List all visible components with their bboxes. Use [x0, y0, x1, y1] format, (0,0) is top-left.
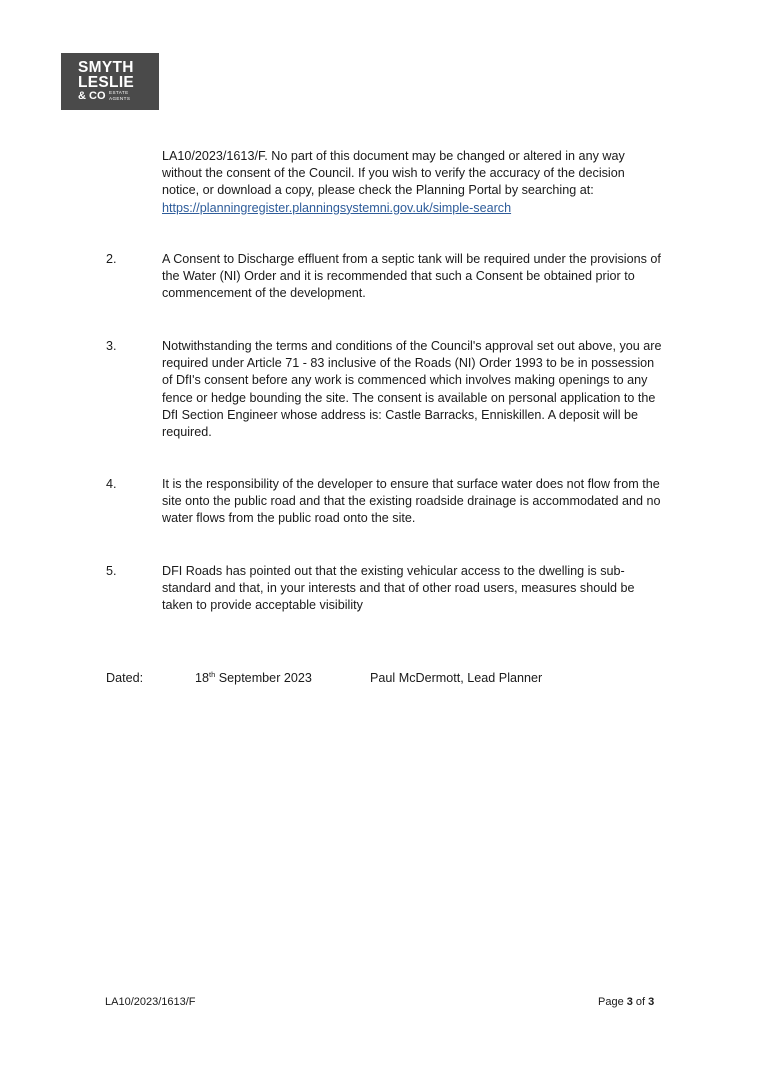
- dated-label: Dated:: [106, 671, 144, 685]
- item-number: 3.: [106, 339, 117, 353]
- page-number: Page 3 of 3: [598, 996, 655, 1008]
- item-number: 4.: [106, 477, 117, 491]
- footer-reference: LA10/2023/1613/F: [105, 996, 196, 1008]
- item-text-visibility: DFI Roads has pointed out that the existing vehicular access to the dwelling is sub-standard and that, in your interests and that of other road users, measures should be taken to provide acceptable visibility: [162, 564, 635, 613]
- logo-line-leslie: LESLIE: [78, 74, 135, 91]
- continuation-paragraph: [162, 148, 662, 217]
- item-number: 5.: [106, 564, 117, 578]
- logo-line-co: & CO: [78, 90, 106, 102]
- item-number: 2.: [106, 252, 117, 266]
- signatory-name: Paul McDermott, Lead Planner: [370, 671, 543, 685]
- item-text-surface-water: It is the responsibility of the developer to ensure that surface water does not flow from the site onto the public road and that the existing roadside drainage is accommodated and no water flows from the public road onto the site.: [162, 477, 661, 526]
- continuation-text: LA10/2023/1613/F. No part of this document may be changed or altered in any way without the consent of the Council. If you wish to verify the accuracy of the decision notice, or download a copy, please check the Planning Portal by searching at:: [162, 149, 625, 198]
- item-text-septic-consent: A Consent to Discharge effluent from a septic tank will be required under the provisions of the Water (NI) Order and it is recommended that such a Consent be obtained prior to commencement of the development.: [162, 252, 661, 301]
- planning-portal-link[interactable]: https://planningregister.planningsystemni.gov.uk/simple-search: [162, 200, 512, 215]
- dated-date: 18th September 2023: [195, 669, 312, 685]
- item-text-roads-consent: Notwithstanding the terms and conditions of the Council's approval set out above, you are required under Article 71 - 83 inclusive of the Roads (NI) Order 1993 to be in possession of DfI's consent before any work is commenced which involves making openings to any fence or hedge bounding the site. The consent is available on personal application to the DfI Section Engineer whose address is: Castle Barracks, Enniskillen. A deposit will be required.: [162, 339, 662, 440]
- logo-line-smyth: SMYTH: [78, 59, 134, 76]
- logo-tagline: ESTATE AGENTS: [109, 90, 131, 101]
- company-logo: [61, 53, 159, 110]
